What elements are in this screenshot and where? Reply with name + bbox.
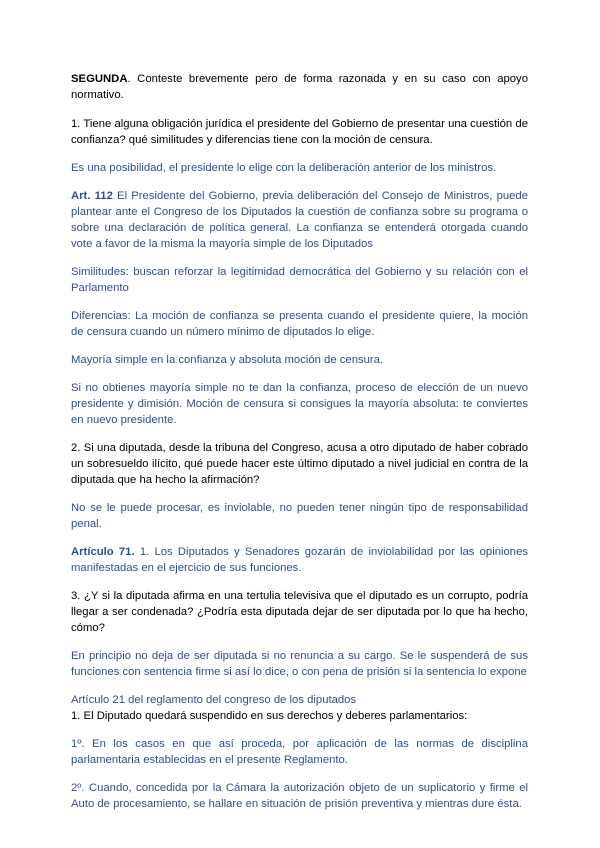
article-21-item-1: 1. El Diputado quedará suspendido en sus derechos y deberes parlamentarios: [71,710,468,722]
diferencias-paragraph: Diferencias: La moción de confianza se presenta cuando el presidente quiere, la moción de censura cuando un número mínimo de diputados lo elige. [71,310,528,338]
section-instructions: . Conteste brevemente pero de forma razonada y en su caso con apoyo normativo. [71,73,528,101]
article-21-2o: 2º. Cuando, concedida por la Cámara la autorización objeto de un suplicatorio y firme el Auto de procesamiento, se hallare en situación de prisión preventiva y mientras dure ésta. [71,782,528,810]
document-page [71,71,528,812]
article-112-paragraph [71,188,528,252]
mayoria-paragraph: Mayoría simple en la confianza y absoluta moción de censura. [71,354,384,366]
article-21-1o: 1º. En los casos en que así proceda, por aplicación de las normas de disciplina parlamentaria establecidas en el presente Reglamento. [71,738,528,766]
question-3: 3. ¿Y si la diputada afirma en una tertulia televisiva que el diputado es un corrupto, podría llegar a ser condenada? ¿Podría esta diputada dejar de ser diputada por lo que ha hecho, cómo? [71,590,528,634]
answer-1: Es una posibilidad, el presidente lo elige con la deliberación anterior de los ministros. [71,162,497,174]
answer-3: En principio no deja de ser diputada si no renuncia a su cargo. Se le suspenderá de sus funciones con sentencia firme si así lo dice, o con pena de prisión si la sentencia lo expone [71,650,528,678]
si-no-paragraph: Si no obtienes mayoría simple no te dan la confianza, proceso de elección de un nuevo presidente y dimisión. Moción de censura si consigues la mayoría absoluta: te conviertes en nuevo presidente. [71,382,528,426]
article-71-paragraph [71,544,528,576]
question-1: 1. Tiene alguna obligación jurídica el presidente del Gobierno de presentar una cuestión de confianza? qué similitudes y diferencias tiene con la moción de censura. [71,118,528,146]
similitudes-paragraph: Similitudes: buscan reforzar la legitimidad democrática del Gobierno y su relación con el Parlamento [71,266,528,294]
section-heading-paragraph [71,71,528,103]
question-2: 2. Si una diputada, desde la tribuna del Congreso, acusa a otro diputado de haber cobrado un sobresueldo ilícito, qué puede hacer este último diputado a nivel judicial en contra de la diputada que ha hecho la afirmación? [71,442,528,486]
article-112-label: Art. 112 [71,190,113,202]
article-21-title: Artículo 21 del reglamento del congreso de los diputados [71,694,357,706]
article-71-text: 1. Los Diputados y Senadores gozarán de inviolabilidad por las opiniones manifestadas en el ejercicio de sus funciones. [71,546,528,574]
section-label: SEGUNDA [71,73,128,85]
article-112-text: El Presidente del Gobierno, previa deliberación del Consejo de Ministros, puede plantear ante el Congreso de los Diputados la cuestión de confianza sobre su programa o sobre una declaración de política general. La confianza se entenderá otorgada cuando vote a favor de la misma la mayoría simple de los Diputados [71,190,528,250]
article-71-label: Artículo 71. [71,546,135,558]
answer-2: No se le puede procesar, es inviolable, no pueden tener ningún tipo de responsabilidad penal. [71,502,528,530]
